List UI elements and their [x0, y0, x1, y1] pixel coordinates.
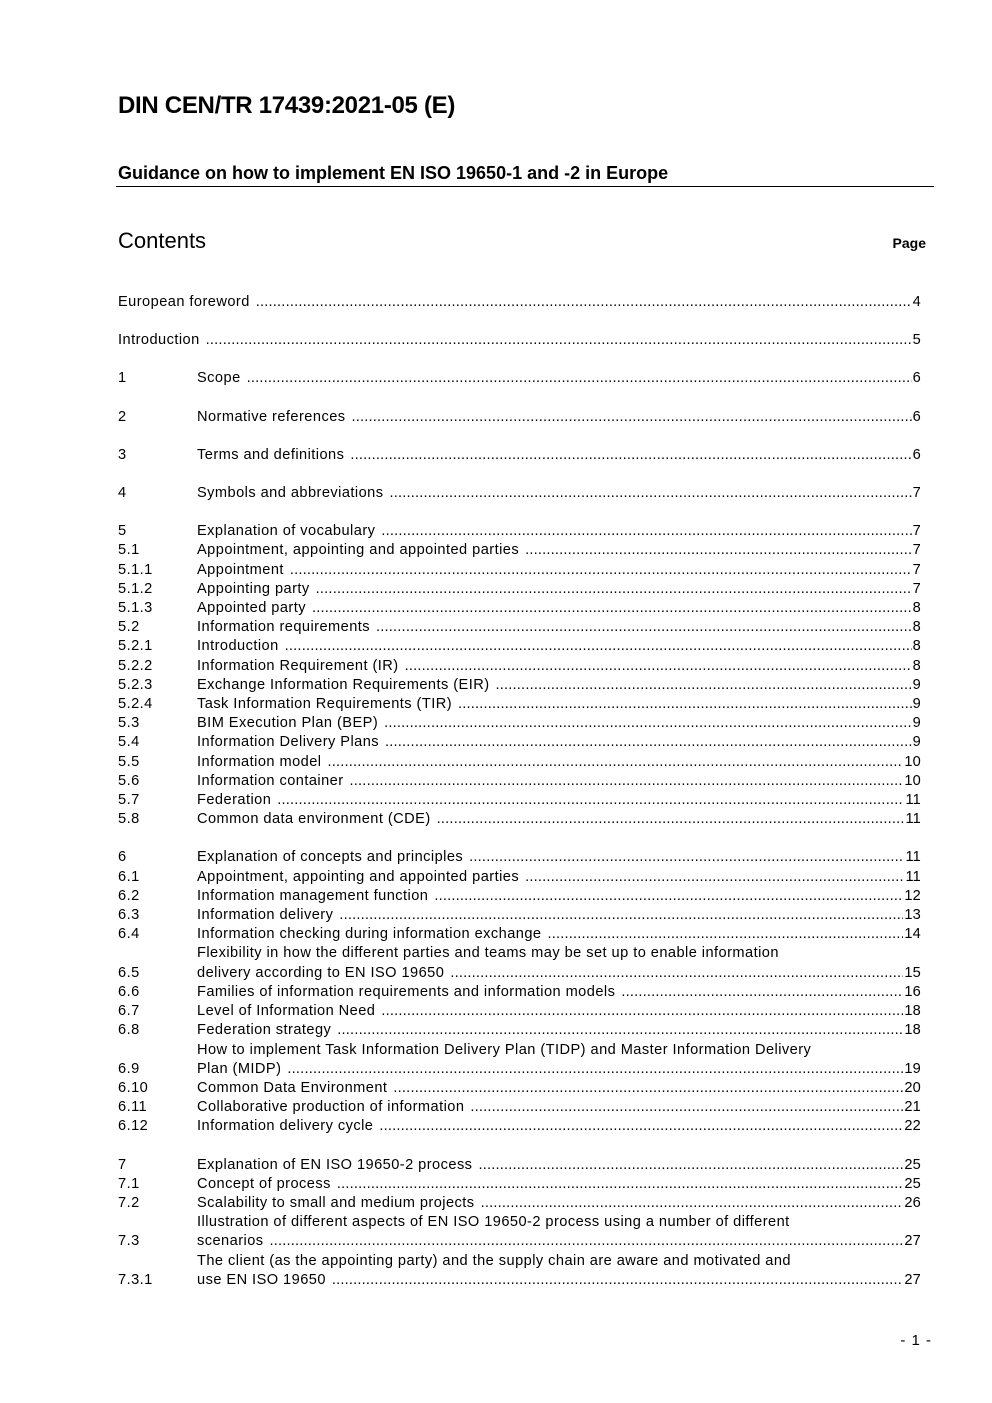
toc-group [118, 331, 921, 350]
toc-entry-page: 22 [904, 1118, 921, 1135]
toc-entry-number: 1 [118, 370, 127, 387]
toc-entry-title: Information checking during information exchange [197, 926, 542, 943]
toc-entry-title: Appointment, appointing and appointed parties [197, 542, 520, 559]
toc-entry[interactable] [118, 561, 921, 580]
toc-entry-page: 26 [904, 1194, 921, 1211]
toc-entry-title: Scope [197, 370, 241, 387]
toc-entry-page: 11 [905, 868, 921, 885]
dot-leader [312, 599, 912, 618]
toc-entry-page: 12 [904, 887, 921, 904]
toc-entry[interactable] [118, 1213, 921, 1251]
toc-entry[interactable] [118, 408, 921, 427]
toc-entry-title: Plan (MIDP) [197, 1060, 282, 1077]
toc-entry-page: 7 [912, 542, 921, 559]
toc-entry-number: 7.1 [118, 1175, 140, 1192]
toc-entry-title-line: How to implement Task Information Delivery Plan (TIDP) and Master Information Delivery [197, 1041, 812, 1058]
toc-entry-number: 6.6 [118, 983, 140, 1000]
toc-entry-title: Explanation of vocabulary [197, 523, 376, 540]
toc-entry-page: 7 [912, 580, 921, 597]
toc-entry-title: Collaborative production of information [197, 1099, 465, 1116]
toc-entry[interactable] [118, 1098, 921, 1117]
toc-entry-title: use EN ISO 19650 [197, 1271, 326, 1288]
toc-entry-title: Information model [197, 753, 322, 770]
toc-entry[interactable] [118, 541, 921, 560]
toc-entry-title: scenarios [197, 1233, 264, 1250]
toc-entry-title: Explanation of concepts and principles [197, 849, 464, 866]
toc-entry-page: 18 [904, 1022, 921, 1039]
dot-leader [470, 1098, 903, 1117]
dot-leader [352, 408, 912, 427]
toc-entry-title: Exchange Information Requirements (EIR) [197, 676, 490, 693]
toc-entry[interactable] [118, 1117, 921, 1136]
toc-entry-page: 19 [904, 1060, 921, 1077]
toc-entry-page: 6 [912, 370, 921, 387]
toc-group [118, 522, 921, 829]
toc-group [118, 369, 921, 388]
toc-entry-page: 8 [912, 600, 921, 617]
toc-entry-number: 6.12 [118, 1118, 149, 1135]
toc-entry-number: 4 [118, 485, 127, 502]
toc-entry-page: 9 [912, 715, 921, 732]
toc-entry-number: 6.7 [118, 1003, 140, 1020]
toc-entry[interactable] [118, 887, 921, 906]
toc-entry[interactable] [118, 810, 921, 829]
toc-entry-number: 6.5 [118, 964, 140, 981]
toc-entry-title: Appointing party [197, 580, 310, 597]
toc-entry-title: Appointed party [197, 600, 306, 617]
dot-leader [206, 331, 912, 350]
toc-entry-number: 6.8 [118, 1022, 140, 1039]
toc-group [118, 446, 921, 465]
toc-entry-page: 6 [912, 446, 921, 463]
toc-group [118, 484, 921, 503]
toc-entry-title: Task Information Requirements (TIR) [197, 696, 452, 713]
toc-group [118, 408, 921, 427]
dot-leader [339, 906, 903, 925]
dot-leader [389, 484, 911, 503]
toc-entry-number: 6.10 [118, 1079, 149, 1096]
toc-entry-page: 10 [904, 772, 921, 789]
document-id: DIN CEN/TR 17439:2021-05 (E) [118, 92, 456, 119]
toc-entry-number: 5.2 [118, 619, 140, 636]
toc-entry[interactable] [118, 944, 921, 982]
dot-leader [285, 637, 912, 656]
toc-entry[interactable] [118, 446, 921, 465]
toc-entry-number: 3 [118, 446, 127, 463]
toc-entry[interactable] [118, 484, 921, 503]
toc-entry-number: 5 [118, 523, 127, 540]
toc-entry-number: 6.1 [118, 868, 140, 885]
dot-leader [525, 868, 904, 887]
toc-entry-number: 7 [118, 1156, 127, 1173]
toc-entry-number: 5.6 [118, 772, 140, 789]
toc-entry-title: Common Data Environment [197, 1079, 388, 1096]
toc-entry-page: 7 [912, 523, 921, 540]
toc-entry-title: Symbols and abbreviations [197, 485, 384, 502]
dot-leader [405, 657, 912, 676]
toc-entry-number: 5.1.2 [118, 580, 153, 597]
toc-entry-page: 6 [912, 408, 921, 425]
toc-entry[interactable] [118, 599, 921, 618]
toc-entry-page: 15 [904, 964, 921, 981]
toc-entry-title: Terms and definitions [197, 446, 345, 463]
toc-entry-page: 9 [912, 676, 921, 693]
toc-entry[interactable] [118, 1156, 921, 1175]
toc-entry-page: 7 [912, 561, 921, 578]
toc-entry-title: Information Requirement (IR) [197, 657, 399, 674]
toc-entry-number: 5.3 [118, 715, 140, 732]
toc-entry-title: Information requirements [197, 619, 371, 636]
toc-entry[interactable] [118, 925, 921, 944]
toc-entry-number: 6 [118, 849, 127, 866]
dot-leader [316, 580, 912, 599]
dot-leader [385, 733, 912, 752]
toc-entry-page: 9 [912, 696, 921, 713]
toc-entry[interactable] [118, 733, 921, 752]
dot-leader [381, 522, 911, 541]
toc-entry[interactable] [118, 1002, 921, 1021]
toc-entry-number: 6.2 [118, 887, 140, 904]
toc-entry-title-line: The client (as the appointing party) and the supply chain are aware and motivated and [197, 1252, 791, 1269]
toc-entry[interactable] [118, 1175, 921, 1194]
toc-entry-page: 8 [912, 619, 921, 636]
dot-leader [327, 753, 903, 772]
table-of-contents [118, 293, 921, 1309]
toc-entry[interactable] [118, 657, 921, 676]
toc-entry[interactable] [118, 1021, 921, 1040]
toc-entry-page: 13 [904, 907, 921, 924]
toc-entry-number: 5.2.4 [118, 696, 153, 713]
toc-entry-title: Families of information requirements and information models [197, 983, 616, 1000]
toc-entry-number: 5.1.1 [118, 561, 153, 578]
toc-entry-title: Scalability to small and medium projects [197, 1194, 475, 1211]
document-title: Guidance on how to implement EN ISO 19650-1 and -2 in Europe [118, 163, 669, 183]
toc-group [118, 1156, 921, 1290]
toc-entry-title: Level of Information Need [197, 1003, 376, 1020]
toc-entry-page: 8 [912, 657, 921, 674]
toc-entry[interactable] [118, 293, 921, 312]
toc-entry-title: Appointment, appointing and appointed parties [197, 868, 520, 885]
dot-leader [376, 618, 912, 637]
toc-entry-number: 7.3 [118, 1233, 140, 1250]
toc-entry-page: 16 [904, 983, 921, 1000]
toc-entry-title: Normative references [197, 408, 346, 425]
contents-heading: Contents [118, 228, 207, 253]
footer-page-number: - 1 - [900, 1332, 932, 1349]
dot-leader [381, 1002, 903, 1021]
dot-leader [547, 925, 903, 944]
dot-leader [287, 1060, 903, 1079]
toc-entry[interactable] [118, 772, 921, 791]
toc-entry-number: 5.1.3 [118, 600, 153, 617]
toc-entry[interactable] [118, 714, 921, 733]
toc-entry-title: Information management function [197, 887, 429, 904]
toc-entry[interactable] [118, 522, 921, 541]
toc-entry-number: 7.3.1 [118, 1271, 153, 1288]
toc-entry-number: 5.5 [118, 753, 140, 770]
toc-entry-title: Information Delivery Plans [197, 734, 380, 751]
toc-entry[interactable] [118, 618, 921, 637]
toc-entry-page: 27 [904, 1271, 921, 1288]
toc-entry-title: Introduction [118, 332, 200, 349]
toc-entry[interactable] [118, 1079, 921, 1098]
dot-leader [469, 848, 904, 867]
toc-entry-page: 5 [912, 332, 921, 349]
dot-leader [270, 1232, 904, 1251]
dot-leader [247, 369, 912, 388]
toc-entry-number: 6.4 [118, 926, 140, 943]
dot-leader [384, 714, 912, 733]
toc-entry-number: 5.1 [118, 542, 140, 559]
dot-leader [379, 1117, 903, 1136]
toc-entry-number: 2 [118, 408, 127, 425]
toc-entry-page: 10 [904, 753, 921, 770]
toc-entry-number: 5.2.3 [118, 676, 153, 693]
dot-leader [337, 1021, 903, 1040]
toc-entry-page: 14 [904, 926, 921, 943]
toc-entry-number: 5.7 [118, 792, 140, 809]
toc-entry-number: 5.2.1 [118, 638, 153, 655]
dot-leader [496, 676, 912, 695]
toc-entry-title: delivery according to EN ISO 19650 [197, 964, 445, 981]
toc-entry-page: 21 [904, 1099, 921, 1116]
dot-leader [478, 1156, 903, 1175]
toc-entry[interactable] [118, 868, 921, 887]
toc-group [118, 848, 921, 1136]
toc-entry-number: 7.2 [118, 1194, 140, 1211]
toc-entry-page: 11 [905, 849, 921, 866]
toc-entry-title: Information container [197, 772, 344, 789]
toc-entry-page: 11 [905, 811, 921, 828]
toc-entry-title: Federation [197, 792, 272, 809]
dot-leader [525, 541, 912, 560]
toc-entry[interactable] [118, 791, 921, 810]
toc-entry-page: 27 [904, 1233, 921, 1250]
toc-entry[interactable] [118, 1252, 921, 1290]
toc-entry-page: 11 [905, 792, 921, 809]
toc-entry-number: 5.8 [118, 811, 140, 828]
dot-leader [350, 772, 904, 791]
dot-leader [256, 293, 912, 312]
toc-entry-page: 25 [904, 1156, 921, 1173]
dot-leader [350, 446, 911, 465]
dot-leader [458, 695, 912, 714]
toc-entry-title: Information delivery [197, 907, 334, 924]
toc-entry-title-line: Illustration of different aspects of EN ISO 19650-2 process using a number of different [197, 1214, 790, 1231]
dot-leader [393, 1079, 903, 1098]
dot-leader [337, 1175, 904, 1194]
toc-entry-title: European foreword [118, 294, 250, 310]
toc-entry-page: 18 [904, 1003, 921, 1020]
toc-entry-page: 8 [912, 638, 921, 655]
dot-leader [481, 1194, 904, 1213]
dot-leader [332, 1271, 903, 1290]
toc-entry-title: BIM Execution Plan (BEP) [197, 715, 379, 732]
toc-entry[interactable] [118, 676, 921, 695]
toc-entry-number: 5.2.2 [118, 657, 153, 674]
toc-entry-page: 25 [904, 1175, 921, 1192]
title-rule [116, 186, 934, 187]
toc-entry-title: Information delivery cycle [197, 1118, 374, 1135]
toc-entry[interactable] [118, 580, 921, 599]
toc-entry[interactable] [118, 1041, 921, 1079]
dot-leader [450, 964, 903, 983]
toc-entry[interactable] [118, 369, 921, 388]
toc-entry-title: Appointment [197, 561, 284, 578]
toc-entry-page: 7 [912, 485, 921, 502]
toc-entry-title: Concept of process [197, 1175, 331, 1192]
toc-entry-title: Federation strategy [197, 1022, 332, 1039]
toc-entry-number: 5.4 [118, 734, 140, 751]
toc-entry[interactable] [118, 637, 921, 656]
dot-leader [277, 791, 904, 810]
dot-leader [434, 887, 903, 906]
dot-leader [437, 810, 905, 829]
dot-leader [290, 561, 912, 580]
toc-entry-page: 9 [912, 734, 921, 751]
toc-entry-number: 6.3 [118, 907, 140, 924]
toc-entry-page: 4 [912, 294, 921, 310]
toc-entry[interactable] [118, 848, 921, 867]
toc-entry[interactable] [118, 753, 921, 772]
dot-leader [621, 983, 903, 1002]
toc-group [118, 293, 921, 312]
toc-entry[interactable] [118, 695, 921, 714]
toc-entry[interactable] [118, 906, 921, 925]
toc-entry[interactable] [118, 983, 921, 1002]
toc-entry-title: Introduction [197, 638, 279, 655]
toc-entry[interactable] [118, 1194, 921, 1213]
toc-entry-title-line: Flexibility in how the different parties and teams may be set up to enable information [197, 945, 779, 962]
toc-entry[interactable] [118, 331, 921, 350]
toc-entry-number: 6.9 [118, 1060, 140, 1077]
page-column-label: Page [892, 235, 926, 251]
toc-entry-title: Common data environment (CDE) [197, 811, 431, 828]
toc-entry-title: Explanation of EN ISO 19650-2 process [197, 1156, 473, 1173]
toc-entry-number: 6.11 [118, 1099, 148, 1116]
toc-entry-page: 20 [904, 1079, 921, 1096]
